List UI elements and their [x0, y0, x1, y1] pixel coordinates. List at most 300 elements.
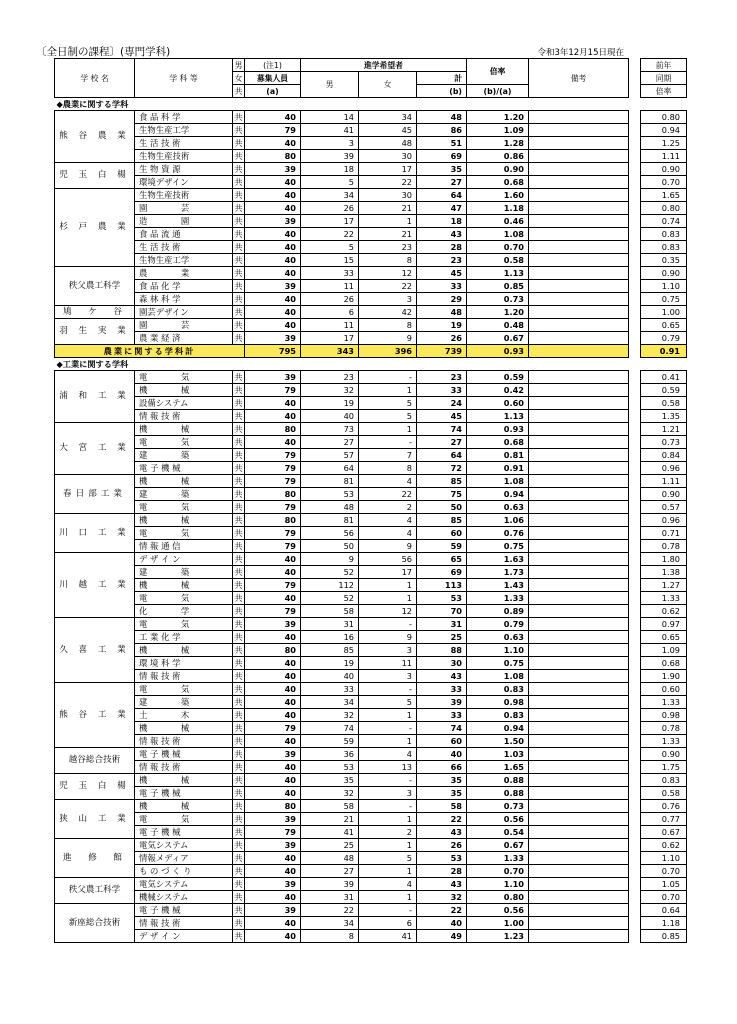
- note-cell: [529, 254, 629, 267]
- subject-name: 生 活 技 術: [135, 241, 233, 254]
- female-value: 1: [359, 579, 417, 592]
- table-row: [641, 852, 687, 865]
- subject-name: 電 気: [135, 813, 233, 826]
- col-prev-1: 前年: [641, 59, 687, 72]
- subject-name: も の づ く り: [135, 865, 233, 878]
- total-value: 43: [417, 878, 467, 891]
- subject-name: 電 子 機 械: [135, 462, 233, 475]
- col-female: 女: [359, 72, 417, 98]
- school-name: 新座総合技術: [55, 904, 135, 943]
- prev-ratio-value: 0.78: [641, 540, 687, 553]
- subject-name: 生 物 資 源: [135, 163, 233, 176]
- prev-ratio-value: 1.09: [641, 644, 687, 657]
- total-value: 64: [417, 189, 467, 202]
- capacity-value: 39: [245, 280, 301, 293]
- table-row: [55, 189, 629, 202]
- note-cell: [529, 618, 629, 631]
- prev-ratio-value: 0.41: [641, 371, 687, 384]
- ratio-value: 1.28: [467, 137, 529, 150]
- prev-ratio-value: 0.65: [641, 631, 687, 644]
- ratio-value: 0.85: [467, 280, 529, 293]
- prev-ratio-value: 0.35: [641, 254, 687, 267]
- note-cell: [529, 228, 629, 241]
- total-capacity: 795: [245, 345, 301, 358]
- total-value: 33: [417, 709, 467, 722]
- total-value: 49: [417, 930, 467, 943]
- male-value: 9: [301, 553, 359, 566]
- female-value: 3: [359, 644, 417, 657]
- note-cell: [529, 813, 629, 826]
- gender-type: 共: [234, 761, 243, 772]
- female-value: 22: [359, 176, 417, 189]
- table-row: [641, 371, 687, 384]
- male-value: 17: [301, 332, 359, 345]
- total-value: 45: [417, 410, 467, 423]
- note-cell: [529, 475, 629, 488]
- gender-type: 共: [234, 475, 243, 486]
- male-value: 19: [301, 397, 359, 410]
- note-cell: [529, 670, 629, 683]
- male-value: 50: [301, 540, 359, 553]
- subject-name: デ ザ イ ン: [135, 930, 233, 943]
- gender-type: 共: [234, 384, 243, 395]
- ratio-value: 0.75: [467, 657, 529, 670]
- gender-type: 共: [234, 644, 243, 655]
- subject-name: 電 気: [135, 371, 233, 384]
- female-value: 17: [359, 566, 417, 579]
- total-value: 19: [417, 319, 467, 332]
- gender-type: 共: [234, 813, 243, 824]
- note-cell: [529, 696, 629, 709]
- female-value: -: [359, 371, 417, 384]
- table-row: [641, 332, 687, 345]
- table-row: [641, 709, 687, 722]
- capacity-value: 40: [245, 930, 301, 943]
- table-row: [641, 384, 687, 397]
- total-value: 50: [417, 501, 467, 514]
- capacity-value: 40: [245, 735, 301, 748]
- prev-ratio-value: 0.94: [641, 124, 687, 137]
- capacity-value: 39: [245, 839, 301, 852]
- total-value: 74: [417, 722, 467, 735]
- ratio-value: 0.59: [467, 371, 529, 384]
- total-value: 70: [417, 605, 467, 618]
- note-cell: [529, 501, 629, 514]
- col-total: 計: [417, 72, 467, 85]
- ratio-value: 1.50: [467, 735, 529, 748]
- prev-ratio-value: 1.11: [641, 150, 687, 163]
- male-value: 81: [301, 514, 359, 527]
- female-value: 5: [359, 397, 417, 410]
- ratio-value: 1.10: [467, 878, 529, 891]
- ratio-value: 0.83: [467, 683, 529, 696]
- capacity-value: 40: [245, 917, 301, 930]
- table-row: [55, 423, 629, 436]
- col-ratio: 倍率: [467, 59, 529, 85]
- table-row: [55, 215, 629, 228]
- female-value: 1: [359, 813, 417, 826]
- table-row: [55, 293, 629, 306]
- male-value: 56: [301, 527, 359, 540]
- female-value: -: [359, 436, 417, 449]
- subject-name: 生 活 技 術: [135, 137, 233, 150]
- total-value: 113: [417, 579, 467, 592]
- note-cell: [529, 657, 629, 670]
- gender-type: 共: [234, 917, 243, 928]
- capacity-value: 40: [245, 709, 301, 722]
- ratio-value: 0.48: [467, 319, 529, 332]
- male-value: 41: [301, 124, 359, 137]
- note-cell: [529, 930, 629, 943]
- ratio-value: 0.58: [467, 254, 529, 267]
- female-value: 12: [359, 605, 417, 618]
- prev-ratio-value: 0.90: [641, 748, 687, 761]
- total-value: 65: [417, 553, 467, 566]
- female-value: 1: [359, 215, 417, 228]
- gender-type: 共: [234, 267, 243, 278]
- subject-name: 食 品 科 学: [135, 111, 233, 124]
- table-row: [641, 176, 687, 189]
- female-value: 4: [359, 514, 417, 527]
- total-value: 88: [417, 644, 467, 657]
- prev-ratio-value: 0.97: [641, 618, 687, 631]
- note-cell: [529, 904, 629, 917]
- note-cell: [529, 709, 629, 722]
- ratio-value: 0.42: [467, 384, 529, 397]
- table-row: [641, 787, 687, 800]
- subject-name: 食 品 流 通: [135, 228, 233, 241]
- gender-type: 共: [234, 774, 243, 785]
- subject-name: デ ザ イ ン: [135, 553, 233, 566]
- table-row: [55, 722, 629, 735]
- school-name: 鳩 ケ 谷: [55, 306, 135, 319]
- note-cell: [529, 917, 629, 930]
- male-value: 52: [301, 566, 359, 579]
- ratio-value: 0.91: [467, 462, 529, 475]
- table-row: [55, 904, 629, 917]
- gender-type: 共: [234, 865, 243, 876]
- table-row: [641, 306, 687, 319]
- school-name: 熊 谷 工 業: [55, 683, 135, 748]
- note-cell: [529, 241, 629, 254]
- subject-name: 生物生産技術: [135, 189, 233, 202]
- table-row: [641, 111, 687, 124]
- gender-type: 共: [234, 839, 243, 850]
- capacity-value: 79: [245, 384, 301, 397]
- subject-name: 情 報 技 術: [135, 761, 233, 774]
- table-row: [641, 410, 687, 423]
- prev-ratio-value: 0.78: [641, 722, 687, 735]
- male-value: 14: [301, 111, 359, 124]
- capacity-value: 40: [245, 410, 301, 423]
- gender-type: 共: [234, 748, 243, 759]
- table-row: [55, 657, 629, 670]
- prev-ratio-value: 1.00: [641, 306, 687, 319]
- table-row: [55, 163, 629, 176]
- table-row: [55, 397, 629, 410]
- capacity-value: 40: [245, 696, 301, 709]
- gender-type: 共: [234, 241, 243, 252]
- capacity-value: 40: [245, 787, 301, 800]
- total-value: 26: [417, 839, 467, 852]
- table-row: [641, 397, 687, 410]
- ratio-value: 1.73: [467, 566, 529, 579]
- col-male: 男: [301, 72, 359, 98]
- female-value: 1: [359, 839, 417, 852]
- ratio-value: 0.79: [467, 618, 529, 631]
- subject-name: 生物生産工学: [135, 124, 233, 137]
- subject-name: 電 気: [135, 592, 233, 605]
- prev-ratio-value: 0.70: [641, 891, 687, 904]
- capacity-value: 79: [245, 579, 301, 592]
- female-value: 9: [359, 631, 417, 644]
- note-cell: [529, 176, 629, 189]
- female-value: 48: [359, 137, 417, 150]
- gender-type: 共: [234, 436, 243, 447]
- prev-ratio-value: 0.58: [641, 397, 687, 410]
- col-type-1: 男: [233, 59, 245, 72]
- table-row: [641, 813, 687, 826]
- capacity-value: 40: [245, 631, 301, 644]
- gender-type: 共: [234, 904, 243, 915]
- gender-type: 共: [234, 137, 243, 148]
- subject-name: 機械システム: [135, 891, 233, 904]
- subject-name: 電気システム: [135, 839, 233, 852]
- prev-ratio-value: 0.62: [641, 605, 687, 618]
- male-value: 15: [301, 254, 359, 267]
- prev-ratio-value: 0.98: [641, 709, 687, 722]
- table-row: [641, 839, 687, 852]
- male-value: 85: [301, 644, 359, 657]
- gender-type: 共: [234, 553, 243, 564]
- table-row: [55, 475, 629, 488]
- total-male: 343: [301, 345, 359, 358]
- gender-type: 共: [234, 579, 243, 590]
- subject-name: 電気システム: [135, 878, 233, 891]
- table-row: [55, 306, 629, 319]
- gender-type: 共: [234, 501, 243, 512]
- subject-name: 情 報 技 術: [135, 735, 233, 748]
- table-row: [641, 891, 687, 904]
- section-spacer: [641, 98, 687, 111]
- capacity-value: 39: [245, 813, 301, 826]
- ratio-value: 1.08: [467, 670, 529, 683]
- male-value: 32: [301, 709, 359, 722]
- female-value: 1: [359, 592, 417, 605]
- table-row: [641, 319, 687, 332]
- table-row: [55, 683, 629, 696]
- subject-name: 設備システム: [135, 397, 233, 410]
- note-cell: [529, 215, 629, 228]
- table-row: [641, 254, 687, 267]
- male-value: 11: [301, 280, 359, 293]
- table-row: [641, 267, 687, 280]
- table-row: [641, 930, 687, 943]
- table-row: [641, 605, 687, 618]
- table-row: [641, 527, 687, 540]
- page-heading: 〔全日制の課程〕(専門学科): [36, 46, 171, 58]
- male-value: 34: [301, 696, 359, 709]
- subject-name: 電 気: [135, 683, 233, 696]
- prev-ratio-value: 1.38: [641, 566, 687, 579]
- school-name: 狭 山 工 業: [55, 800, 135, 839]
- ratio-value: 1.20: [467, 306, 529, 319]
- subject-name: 機 械: [135, 800, 233, 813]
- table-row: [641, 865, 687, 878]
- prev-ratio-value: 1.11: [641, 475, 687, 488]
- total-value: 53: [417, 852, 467, 865]
- female-value: 9: [359, 540, 417, 553]
- prev-ratio-value: 1.18: [641, 917, 687, 930]
- note-cell: [529, 384, 629, 397]
- subject-name: 電 気: [135, 527, 233, 540]
- male-value: 35: [301, 774, 359, 787]
- prev-ratio-value: 0.90: [641, 163, 687, 176]
- prev-ratio-value: 0.67: [641, 826, 687, 839]
- table-row: [55, 254, 629, 267]
- total-value: 39: [417, 696, 467, 709]
- female-value: 22: [359, 488, 417, 501]
- capacity-value: 40: [245, 176, 301, 189]
- capacity-value: 39: [245, 332, 301, 345]
- capacity-value: 40: [245, 774, 301, 787]
- subject-name: 機 械: [135, 774, 233, 787]
- subject-name: 電 気: [135, 618, 233, 631]
- female-value: 2: [359, 826, 417, 839]
- subject-name: 建 築: [135, 696, 233, 709]
- subject-name: 食 品 化 学: [135, 280, 233, 293]
- capacity-value: 79: [245, 527, 301, 540]
- gender-type: 共: [234, 176, 243, 187]
- total-value: 59: [417, 540, 467, 553]
- table-row: [55, 449, 629, 462]
- table-row: [55, 332, 629, 345]
- note-cell: [529, 735, 629, 748]
- table-row: [641, 904, 687, 917]
- col-type-3: 共: [233, 85, 245, 98]
- total-value: 85: [417, 475, 467, 488]
- table-row: [641, 449, 687, 462]
- prev-ratio-value: 0.83: [641, 774, 687, 787]
- female-value: -: [359, 800, 417, 813]
- female-value: 30: [359, 189, 417, 202]
- note-cell: [529, 449, 629, 462]
- subject-name: 生物生産技術: [135, 150, 233, 163]
- table-row: [641, 501, 687, 514]
- female-value: 4: [359, 748, 417, 761]
- male-value: 53: [301, 488, 359, 501]
- table-row: [641, 540, 687, 553]
- ratio-value: 0.67: [467, 332, 529, 345]
- gender-type: 共: [234, 423, 243, 434]
- note-cell: [529, 189, 629, 202]
- male-value: 73: [301, 423, 359, 436]
- total-value: 24: [417, 397, 467, 410]
- prev-ratio-value: 1.35: [641, 410, 687, 423]
- female-value: 45: [359, 124, 417, 137]
- table-row: [55, 891, 629, 904]
- total-value: 64: [417, 449, 467, 462]
- total-value: 43: [417, 826, 467, 839]
- note-cell: [529, 852, 629, 865]
- total-value: 43: [417, 228, 467, 241]
- section-heading: [55, 358, 629, 371]
- subject-name: 森 林 科 学: [135, 293, 233, 306]
- note-cell: [529, 527, 629, 540]
- ratio-value: 1.10: [467, 644, 529, 657]
- table-row: [641, 228, 687, 241]
- female-value: 41: [359, 930, 417, 943]
- female-value: -: [359, 618, 417, 631]
- gender-type: 共: [234, 657, 243, 668]
- note-cell: [529, 631, 629, 644]
- note-cell: [529, 761, 629, 774]
- male-value: 11: [301, 319, 359, 332]
- table-row: [55, 579, 629, 592]
- female-value: 3: [359, 293, 417, 306]
- table-row: [55, 592, 629, 605]
- table-row: [55, 150, 629, 163]
- col-prev-3: 倍率: [641, 85, 687, 98]
- male-value: 22: [301, 904, 359, 917]
- note-cell: [529, 267, 629, 280]
- female-value: 6: [359, 917, 417, 930]
- gender-type: 共: [234, 462, 243, 473]
- note-cell: [529, 436, 629, 449]
- male-value: 58: [301, 605, 359, 618]
- table-row: [55, 514, 629, 527]
- note-cell: [529, 306, 629, 319]
- school-name: 熊 谷 農 業: [55, 111, 135, 163]
- male-value: 25: [301, 839, 359, 852]
- female-value: 42: [359, 306, 417, 319]
- total-value: 69: [417, 150, 467, 163]
- prev-ratio-value: 0.96: [641, 514, 687, 527]
- gender-type: 共: [234, 670, 243, 681]
- table-row: [641, 592, 687, 605]
- ratio-value: 1.13: [467, 267, 529, 280]
- total-value: 51: [417, 137, 467, 150]
- female-value: 11: [359, 657, 417, 670]
- prev-ratio-value: 0.68: [641, 657, 687, 670]
- section-heading: [55, 98, 629, 111]
- male-value: 40: [301, 410, 359, 423]
- table-row: [641, 631, 687, 644]
- male-value: 41: [301, 826, 359, 839]
- prev-ratio-value: 0.74: [641, 215, 687, 228]
- gender-type: 共: [234, 800, 243, 811]
- ratio-value: 0.83: [467, 709, 529, 722]
- subject-name: 建 築: [135, 449, 233, 462]
- capacity-value: 40: [245, 670, 301, 683]
- subject-name: 造 園: [135, 215, 233, 228]
- table-row: [55, 384, 629, 397]
- gender-type: 共: [234, 189, 243, 200]
- note-cell: [529, 605, 629, 618]
- prev-ratio-value: 0.80: [641, 202, 687, 215]
- male-value: 5: [301, 176, 359, 189]
- subject-name: 農 業: [135, 267, 233, 280]
- gender-type: 共: [234, 293, 243, 304]
- table-row: [641, 553, 687, 566]
- prev-ratio-value: 0.59: [641, 384, 687, 397]
- note-cell: [529, 280, 629, 293]
- capacity-value: 40: [245, 566, 301, 579]
- subject-name: 情報メディア: [135, 852, 233, 865]
- table-row: [55, 241, 629, 254]
- ratio-value: 0.88: [467, 787, 529, 800]
- ratio-value: 0.67: [467, 839, 529, 852]
